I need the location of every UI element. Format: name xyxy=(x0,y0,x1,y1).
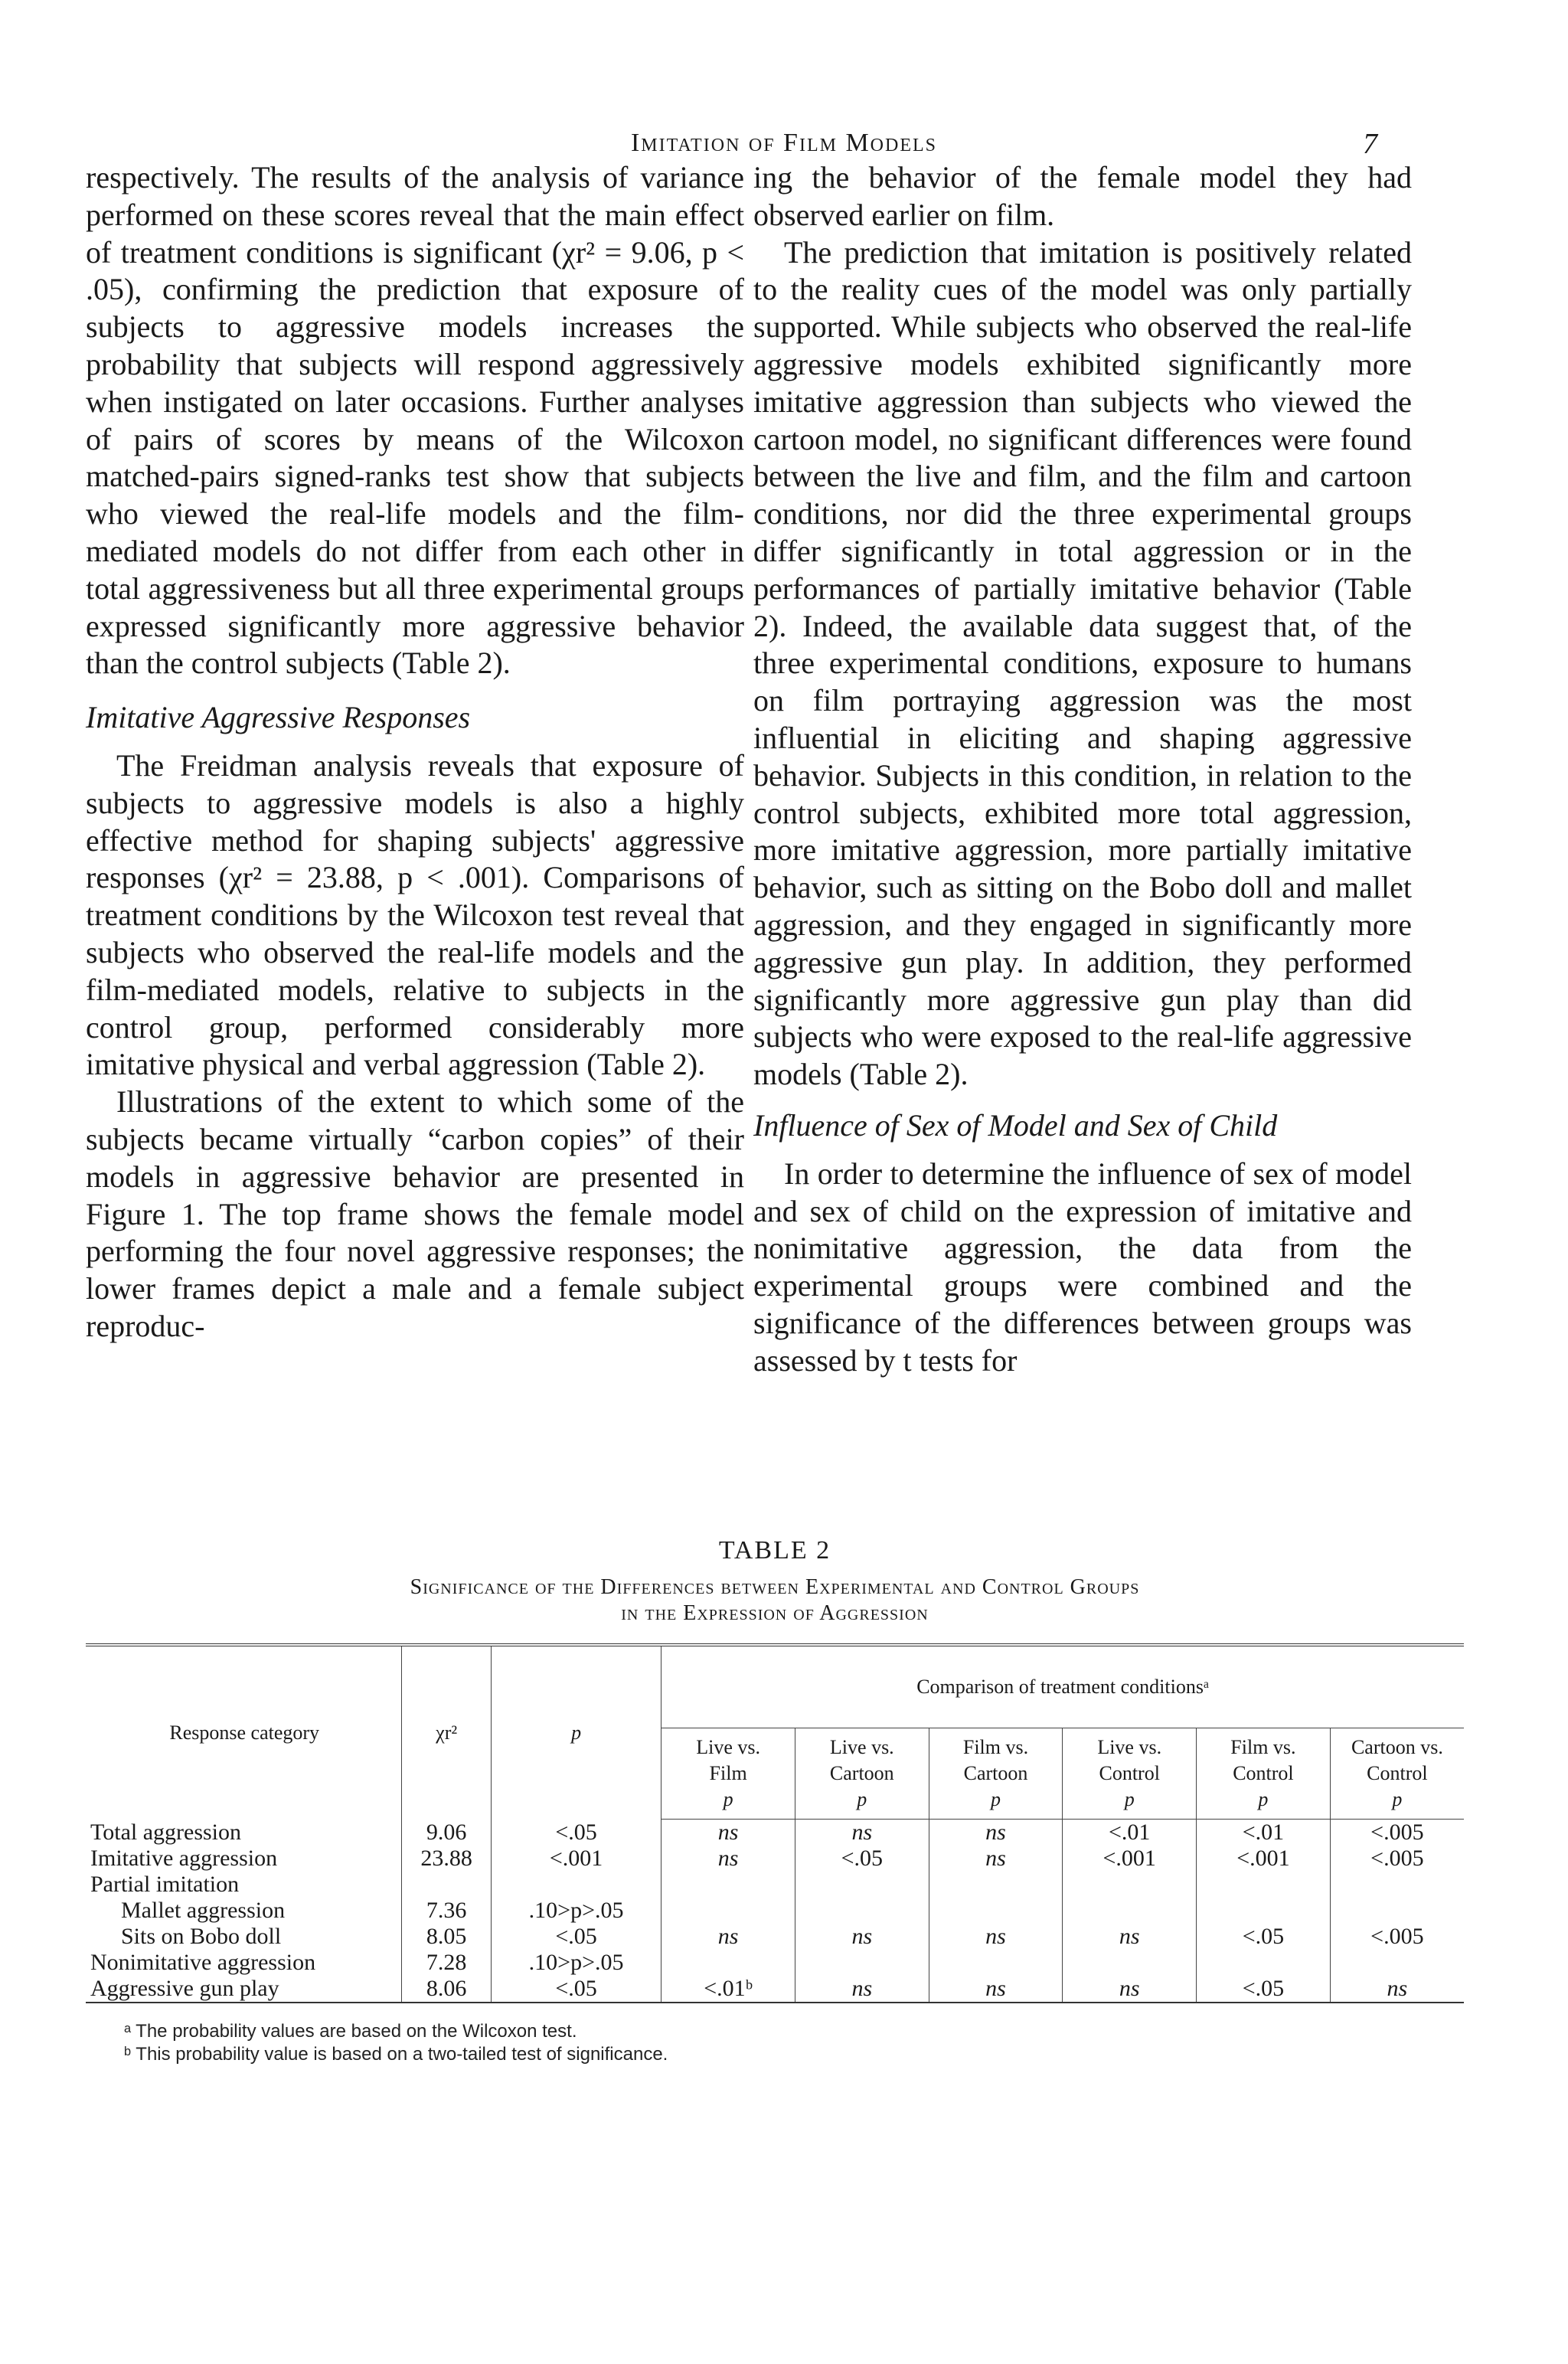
row-category: Aggressive gun play xyxy=(86,1976,402,2003)
row-comparison-cell xyxy=(929,1872,1063,1898)
row-category: Mallet aggression xyxy=(86,1898,402,1924)
header-line: Live vs. xyxy=(829,1736,894,1758)
section-heading-imitative: Imitative Aggressive Responses xyxy=(86,700,471,735)
right-paragraph-3: In order to determine the influence of sex of model and sex of child on the expression of imitative and nonimitative aggression, the data from the experimental groups were combined and the significance of the differences between groups was assessed by t tests for xyxy=(753,1156,1412,1378)
row-comparison-cell: ns xyxy=(1387,1976,1408,2001)
header-line: Film vs. xyxy=(1230,1736,1296,1758)
row-comparison-cell xyxy=(662,1898,795,1924)
header-chi-square: χr² xyxy=(402,1645,491,1820)
header-line: p xyxy=(1392,1788,1403,1810)
row-category: Nonimitative aggression xyxy=(86,1950,402,1976)
row-comparison-cell: ns xyxy=(1063,1976,1197,2003)
row-p-value: <.001 xyxy=(491,1846,661,1872)
row-comparison-cell xyxy=(795,1950,929,1976)
row-comparison-cell: <.05 xyxy=(795,1846,929,1872)
table-caption-line-2: in the Expression of Aggression xyxy=(621,1601,929,1625)
row-p-value: <.05 xyxy=(491,1820,661,1846)
header-line: p xyxy=(1124,1788,1135,1810)
row-chi-square: 7.36 xyxy=(402,1898,491,1924)
table-footnotes xyxy=(86,2020,1464,2066)
row-category: Sits on Bobo doll xyxy=(86,1924,402,1950)
table-row xyxy=(86,1846,1464,1872)
row-comparison-cell xyxy=(662,1872,795,1898)
row-comparison-cell: ns xyxy=(795,1976,929,2003)
footnote-b: ᵇ This probability value is based on a two-tailed test of significance. xyxy=(124,2044,668,2065)
right-paragraph-1: ing the behavior of the female model they had observed earlier on film. xyxy=(753,160,1412,232)
header-line: p xyxy=(723,1788,733,1810)
row-comparison-cell xyxy=(1197,1872,1331,1898)
table-row xyxy=(86,1924,1464,1950)
row-p-value: .10>p>.05 xyxy=(491,1898,661,1924)
row-comparison-cell xyxy=(1330,1898,1464,1924)
row-comparison-cell: ns xyxy=(662,1924,795,1950)
table-caption-line-1: Significance of the Differences between Experimental and Control Groups xyxy=(410,1575,1140,1599)
row-comparison-cell xyxy=(1197,1898,1331,1924)
header-comparison-group: Comparison of treatment conditionsᵃ xyxy=(662,1645,1464,1728)
right-paragraph-2: The prediction that imitation is positively related to the reality cues of the model was only partially supported. While subjects who observed the real-life aggressive models exhibited significantly more imitative aggression than subjects who viewed the cartoon model, no significant differences were found between the live and film, and the film and cartoon conditions, nor did the three experimental groups differ significantly in total aggression or in the performances of partially imitative behavior (Table 2). Indeed, the available data suggest that, of the three experimental conditions, exposure to humans on film portraying aggression was the most influential in eliciting and shaping aggressive behavior. Subjects in this condition, in relation to the control subjects, exhibited more total aggression, more imitative aggression, more partially imitative behavior, such as sitting on the Bobo doll and mallet aggression, and they engaged in significantly more aggressive gun play. In addition, they performed significantly more aggressive gun play than did subjects who were exposed to the real-life aggressive models (Table 2). xyxy=(753,234,1412,1092)
header-line: p xyxy=(991,1788,1001,1810)
row-comparison-cell xyxy=(662,1950,795,1976)
results-table xyxy=(86,1643,1464,2003)
header-line: Cartoon xyxy=(963,1762,1028,1784)
row-comparison-cell: ns xyxy=(929,1846,1063,1872)
row-chi-square: 7.28 xyxy=(402,1950,491,1976)
row-comparison-cell: <.05 xyxy=(1197,1976,1331,2003)
table-row xyxy=(86,1950,1464,1976)
header-line: Control xyxy=(1367,1762,1428,1784)
header-line: Cartoon vs. xyxy=(1351,1736,1443,1758)
header-live-vs-film xyxy=(662,1728,795,1820)
row-category: Imitative aggression xyxy=(86,1846,402,1872)
row-comparison-cell: <.05 xyxy=(1197,1924,1331,1950)
row-comparison-cell xyxy=(1063,1950,1197,1976)
row-comparison-cell xyxy=(1197,1950,1331,1976)
header-line: Control xyxy=(1233,1762,1294,1784)
row-chi-square: 23.88 xyxy=(402,1846,491,1872)
header-line: Live vs. xyxy=(1097,1736,1162,1758)
row-comparison-cell: <.01 xyxy=(1063,1820,1197,1846)
row-p-value: .10>p>.05 xyxy=(491,1950,661,1976)
row-comparison-cell: ns xyxy=(795,1820,929,1846)
table-label: TABLE 2 xyxy=(718,1536,831,1565)
right-column xyxy=(753,159,1412,1380)
header-film-vs-control xyxy=(1197,1728,1331,1820)
row-comparison-cell: <.001 xyxy=(1197,1846,1331,1872)
row-comparison-cell xyxy=(1063,1872,1197,1898)
table-caption xyxy=(86,1574,1464,1627)
table-row xyxy=(86,1898,1464,1924)
row-comparison-cell: <.005 xyxy=(1370,1924,1424,1949)
row-comparison-cell: ns xyxy=(1063,1924,1197,1950)
row-comparison-cell xyxy=(795,1872,929,1898)
header-film-vs-cartoon xyxy=(929,1728,1063,1820)
row-comparison-cell: ns xyxy=(929,1924,1063,1950)
header-live-vs-cartoon xyxy=(795,1728,929,1820)
row-comparison-cell: <.005 xyxy=(1370,1846,1424,1871)
row-chi-square: 8.06 xyxy=(402,1976,491,2003)
left-paragraph-1: respectively. The results of the analysis of variance performed on these scores reveal that the main effect of treatment conditions is significant (χr² = 9.06, p < .05), confirming the prediction that exposure of subjects to aggressive models increases the probability that subjects will respond aggressively when instigated on later occasions. Further analyses of pairs of scores by means of the Wilcoxon matched-pairs signed-ranks test show that subjects who viewed the real-life models and the film-mediated models do not differ from each other in total aggressiveness but all three experimental groups expressed significantly more aggressive behavior than the control subjects (Table 2). xyxy=(86,160,744,681)
row-p-value xyxy=(491,1872,661,1898)
row-comparison-cell: ns xyxy=(929,1820,1063,1846)
row-comparison-cell: ns xyxy=(662,1820,795,1846)
table-row xyxy=(86,1872,1464,1898)
table-2 xyxy=(86,1536,1464,2066)
row-comparison-cell: <.005 xyxy=(1370,1820,1424,1845)
header-line: Film xyxy=(709,1762,747,1784)
row-comparison-cell: <.01ᵇ xyxy=(662,1976,795,2003)
row-comparison-cell: ns xyxy=(929,1976,1063,2003)
row-comparison-cell xyxy=(1063,1898,1197,1924)
page-number: 7 xyxy=(1363,128,1377,160)
row-p-value: <.05 xyxy=(491,1924,661,1950)
header-line: Live vs. xyxy=(696,1736,760,1758)
header-line: Cartoon xyxy=(829,1762,894,1784)
header-response-category: Response category xyxy=(86,1645,402,1820)
row-comparison-cell xyxy=(929,1898,1063,1924)
table-header-row-1 xyxy=(86,1645,1464,1728)
header-cartoon-vs-control xyxy=(1330,1728,1464,1820)
table-row xyxy=(86,1820,1464,1846)
row-category: Partial imitation xyxy=(86,1872,402,1898)
row-comparison-cell xyxy=(795,1898,929,1924)
header-line: p xyxy=(1258,1788,1269,1810)
header-live-vs-control xyxy=(1063,1728,1197,1820)
row-comparison-cell xyxy=(1330,1872,1464,1898)
row-chi-square: 8.05 xyxy=(402,1924,491,1950)
left-paragraph-2: The Freidman analysis reveals that exposure of subjects to aggressive models is also a highly effective method for shaping subjects' aggressive responses (χr² = 23.88, p < .001). Comparisons of treatment conditions by the Wilcoxon test reveal that subjects who observed the real-life models and the film-mediated models, relative to subjects in the control group, performed considerably more imitative physical and verbal aggression (Table 2). xyxy=(86,747,744,1082)
row-comparison-cell: ns xyxy=(795,1924,929,1950)
header-p: p xyxy=(491,1645,661,1820)
left-column xyxy=(86,159,744,1345)
table-body xyxy=(86,1820,1464,2003)
row-comparison-cell: <.01 xyxy=(1197,1820,1331,1846)
header-line: p xyxy=(857,1788,867,1810)
row-category: Total aggression xyxy=(86,1820,402,1846)
row-chi-square xyxy=(402,1872,491,1898)
row-chi-square: 9.06 xyxy=(402,1820,491,1846)
table-row xyxy=(86,1976,1464,2003)
row-comparison-cell xyxy=(1330,1950,1464,1976)
row-comparison-cell xyxy=(929,1950,1063,1976)
row-p-value: <.05 xyxy=(491,1976,661,2003)
row-comparison-cell: <.001 xyxy=(1063,1846,1197,1872)
left-paragraph-3: Illustrations of the extent to which some of the subjects became virtually “carbon copies” of their models in aggressive behavior are presented in Figure 1. The top frame shows the female model performing the four novel aggressive responses; the lower frames depict a male and a female subject reproduc- xyxy=(86,1084,744,1343)
row-comparison-cell: ns xyxy=(662,1846,795,1872)
header-line: Film vs. xyxy=(962,1736,1029,1758)
section-heading-sex-influence: Influence of Sex of Model and Sex of Child xyxy=(753,1107,1278,1143)
footnote-a: ᵃ The probability values are based on the Wilcoxon test. xyxy=(124,2021,577,2042)
header-line: Control xyxy=(1099,1762,1160,1784)
running-head: Imitation of Film Models xyxy=(630,129,938,157)
